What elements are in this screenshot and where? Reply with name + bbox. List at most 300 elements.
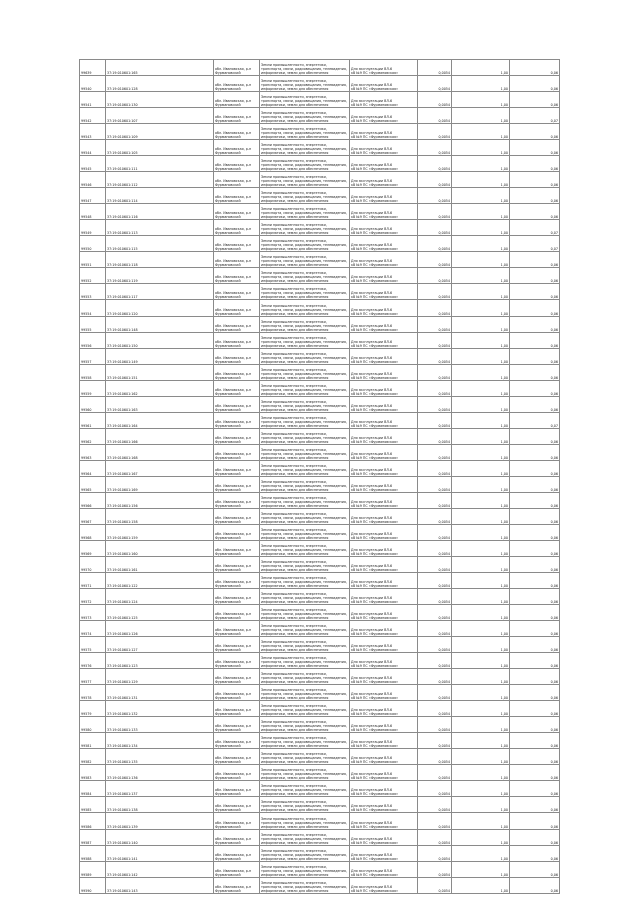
row-number-cell: 99544 xyxy=(80,140,106,156)
cadastral-number-cell: 37:19:010601:164 xyxy=(106,412,214,428)
value-cell: 0,06 xyxy=(510,653,560,669)
coefficient-cell: 1,00 xyxy=(452,236,510,252)
area-cell: 0,0054 xyxy=(418,60,452,76)
land-category-cell xyxy=(260,428,350,444)
area-cell: 0,0054 xyxy=(418,444,452,460)
land-category-cell xyxy=(260,573,350,589)
row-number-cell: 99565 xyxy=(80,476,106,492)
permitted-use-line: кВ №9 ПС «Фурмановская» xyxy=(351,423,399,428)
owner-line: Фурмановский xyxy=(215,632,241,637)
land-category-cell xyxy=(260,332,350,348)
owner-line: обл. Ивановская, р-н xyxy=(215,403,252,408)
owner-line: обл. Ивановская, р-н xyxy=(215,211,252,216)
cadastral-number-cell: 37:19:010601:166 xyxy=(106,428,214,444)
land-category-line: транспорта, связи, радиовещания, телевидения, xyxy=(261,836,347,841)
permitted-use-line: кВ №9 ПС «Фурмановская» xyxy=(351,471,399,476)
owner-cell xyxy=(214,364,260,380)
permitted-use-line: кВ №9 ПС «Фурмановская» xyxy=(351,279,399,284)
area-cell: 0,0054 xyxy=(418,140,452,156)
land-category-line: Земли промышленности, энергетики, xyxy=(261,832,327,837)
land-category-cell xyxy=(260,76,350,92)
land-category-line: информатики, земли для обеспечения xyxy=(261,856,329,861)
permitted-use-line: Для эксплуатации ВЛ-6 xyxy=(351,115,393,120)
owner-line: Фурмановский xyxy=(215,792,241,797)
owner-cell xyxy=(214,861,260,877)
value-cell: 0,06 xyxy=(510,589,560,605)
owner-line: обл. Ивановская, р-н xyxy=(215,852,252,857)
land-category-cell xyxy=(260,765,350,781)
value-cell: 0,06 xyxy=(510,845,560,861)
permitted-use-line: Для эксплуатации ВЛ-6 xyxy=(351,724,393,729)
cadastral-number-cell: 37:19:010601:134 xyxy=(106,733,214,749)
value-cell: 0,06 xyxy=(510,540,560,556)
land-category-line: транспорта, связи, радиовещания, телевидения, xyxy=(261,99,347,104)
coefficient-cell: 1,00 xyxy=(452,749,510,765)
land-category-cell xyxy=(260,685,350,701)
permitted-use-line: Для эксплуатации ВЛ-6 xyxy=(351,291,393,296)
table-row xyxy=(80,765,560,781)
permitted-use-cell xyxy=(350,508,418,524)
coefficient-cell: 1,00 xyxy=(452,332,510,348)
area-cell: 0,0054 xyxy=(418,332,452,348)
permitted-use-cell xyxy=(350,396,418,412)
permitted-use-cell xyxy=(350,861,418,877)
coefficient-cell: 1,00 xyxy=(452,573,510,589)
cadastral-number-cell: 37:19:010601:116 xyxy=(106,204,214,220)
land-category-line: Земли промышленности, энергетики, xyxy=(261,720,327,725)
permitted-use-line: кВ №9 ПС «Фурмановская» xyxy=(351,551,399,556)
land-category-line: транспорта, связи, радиовещания, телевидения, xyxy=(261,435,347,440)
table-row xyxy=(80,172,560,188)
owner-line: обл. Ивановская, р-н xyxy=(215,547,252,552)
cadastral-table xyxy=(79,59,560,894)
row-number-cell: 99567 xyxy=(80,508,106,524)
land-category-cell xyxy=(260,508,350,524)
land-category-cell xyxy=(260,188,350,204)
cadastral-number-cell: 37:19:010601:142 xyxy=(106,861,214,877)
owner-cell xyxy=(214,76,260,92)
row-number-cell: 99563 xyxy=(80,444,106,460)
permitted-use-cell xyxy=(350,124,418,140)
value-cell: 0,06 xyxy=(510,829,560,845)
row-number-cell: 99541 xyxy=(80,92,106,108)
value-cell: 0,06 xyxy=(510,749,560,765)
owner-line: обл. Ивановская, р-н xyxy=(215,692,252,697)
land-category-line: Земли промышленности, энергетики, xyxy=(261,672,327,677)
land-category-line: информатики, земли для обеспечения xyxy=(261,391,329,396)
owner-line: обл. Ивановская, р-н xyxy=(215,596,252,601)
row-number-cell: 99564 xyxy=(80,460,106,476)
cadastral-number-cell: 37:19:010601:149 xyxy=(106,348,214,364)
table-row xyxy=(80,204,560,220)
cadastral-number-cell: 37:19:010601:143 xyxy=(106,877,214,893)
owner-cell xyxy=(214,685,260,701)
permitted-use-cell xyxy=(350,300,418,316)
permitted-use-line: кВ №9 ПС «Фурмановская» xyxy=(351,888,399,893)
owner-cell xyxy=(214,669,260,685)
value-cell: 0,06 xyxy=(510,877,560,893)
area-cell: 0,0054 xyxy=(418,749,452,765)
coefficient-cell: 1,00 xyxy=(452,861,510,877)
permitted-use-line: Для эксплуатации ВЛ-6 xyxy=(351,403,393,408)
owner-line: обл. Ивановская, р-н xyxy=(215,243,252,248)
coefficient-cell: 1,00 xyxy=(452,76,510,92)
owner-line: обл. Ивановская, р-н xyxy=(215,451,252,456)
owner-line: Фурмановский xyxy=(215,840,241,845)
permitted-use-line: кВ №9 ПС «Фурмановская» xyxy=(351,215,399,220)
row-number-cell: 99566 xyxy=(80,492,106,508)
value-cell: 0,06 xyxy=(510,156,560,172)
permitted-use-cell xyxy=(350,829,418,845)
permitted-use-line: Для эксплуатации ВЛ-6 xyxy=(351,868,393,873)
cadastral-number-cell: 37:19:010601:113 xyxy=(106,220,214,236)
land-category-line: информатики, земли для обеспечения xyxy=(261,103,329,108)
coefficient-cell: 1,00 xyxy=(452,813,510,829)
owner-line: Фурмановский xyxy=(215,295,241,300)
row-number-cell: 99548 xyxy=(80,204,106,220)
owner-cell xyxy=(214,492,260,508)
cadastral-number-cell: 37:19:010601:120 xyxy=(106,300,214,316)
value-cell: 0,06 xyxy=(510,268,560,284)
row-number-cell: 99580 xyxy=(80,717,106,733)
land-category-line: Земли промышленности, энергетики, xyxy=(261,640,327,645)
land-category-line: информатики, земли для обеспечения xyxy=(261,792,329,797)
owner-cell xyxy=(214,813,260,829)
permitted-use-line: кВ №9 ПС «Фурмановская» xyxy=(351,71,399,76)
owner-cell xyxy=(214,412,260,428)
owner-cell xyxy=(214,220,260,236)
area-cell: 0,0054 xyxy=(418,573,452,589)
owner-line: Фурмановский xyxy=(215,776,241,781)
owner-line: Фурмановский xyxy=(215,600,241,605)
land-category-cell xyxy=(260,204,350,220)
owner-cell xyxy=(214,573,260,589)
value-cell: 0,07 xyxy=(510,108,560,124)
land-category-line: Земли промышленности, энергетики, xyxy=(261,527,327,532)
owner-line: Фурмановский xyxy=(215,808,241,813)
owner-line: обл. Ивановская, р-н xyxy=(215,275,252,280)
table-row xyxy=(80,460,560,476)
area-cell: 0,0054 xyxy=(418,92,452,108)
coefficient-cell: 1,00 xyxy=(452,492,510,508)
table-row xyxy=(80,797,560,813)
owner-line: Фурмановский xyxy=(215,391,241,396)
cadastral-number-cell: 37:19:010601:156 xyxy=(106,492,214,508)
permitted-use-cell xyxy=(350,540,418,556)
value-cell: 0,06 xyxy=(510,76,560,92)
land-category-cell xyxy=(260,476,350,492)
coefficient-cell: 1,00 xyxy=(452,396,510,412)
table-body xyxy=(80,60,560,894)
land-category-line: информатики, земли для обеспечения xyxy=(261,87,329,92)
land-category-cell xyxy=(260,220,350,236)
table-row xyxy=(80,156,560,172)
cadastral-number-cell: 37:19:010601:159 xyxy=(106,524,214,540)
table-row xyxy=(80,252,560,268)
land-category-line: Земли промышленности, энергетики, xyxy=(261,175,327,180)
land-category-line: Земли промышленности, энергетики, xyxy=(261,335,327,340)
coefficient-cell: 1,00 xyxy=(452,284,510,300)
row-number-cell: 99583 xyxy=(80,765,106,781)
permitted-use-cell xyxy=(350,428,418,444)
permitted-use-line: кВ №9 ПС «Фурмановская» xyxy=(351,375,399,380)
permitted-use-line: Для эксплуатации ВЛ-6 xyxy=(351,163,393,168)
value-cell: 0,06 xyxy=(510,172,560,188)
permitted-use-cell xyxy=(350,108,418,124)
owner-line: обл. Ивановская, р-н xyxy=(215,884,252,889)
permitted-use-line: Для эксплуатации ВЛ-6 xyxy=(351,820,393,825)
permitted-use-line: Для эксплуатации ВЛ-6 xyxy=(351,788,393,793)
permitted-use-line: кВ №9 ПС «Фурмановская» xyxy=(351,183,399,188)
owner-line: Фурмановский xyxy=(215,648,241,653)
permitted-use-line: Для эксплуатации ВЛ-6 xyxy=(351,147,393,152)
row-number-cell: 99570 xyxy=(80,556,106,572)
table-row xyxy=(80,380,560,396)
cadastral-number-cell: 37:19:010601:130 xyxy=(106,92,214,108)
row-number-cell: 99576 xyxy=(80,653,106,669)
owner-line: Фурмановский xyxy=(215,199,241,204)
value-cell: 0,06 xyxy=(510,188,560,204)
land-category-line: транспорта, связи, радиовещания, телевидения, xyxy=(261,772,347,777)
cadastral-number-cell: 37:19:010601:125 xyxy=(106,605,214,621)
land-category-line: транспорта, связи, радиовещания, телевидения, xyxy=(261,163,347,168)
coefficient-cell: 1,00 xyxy=(452,829,510,845)
cadastral-number-cell: 37:19:010601:128 xyxy=(106,76,214,92)
value-cell: 0,06 xyxy=(510,781,560,797)
permitted-use-line: Для эксплуатации ВЛ-6 xyxy=(351,243,393,248)
land-category-line: информатики, земли для обеспечения xyxy=(261,648,329,653)
owner-line: Фурмановский xyxy=(215,375,241,380)
cadastral-number-cell: 37:19:010601:136 xyxy=(106,765,214,781)
land-category-cell xyxy=(260,300,350,316)
owner-line: обл. Ивановская, р-н xyxy=(215,580,252,585)
owner-line: обл. Ивановская, р-н xyxy=(215,515,252,520)
owner-cell xyxy=(214,781,260,797)
cadastral-number-cell: 37:19:010601:158 xyxy=(106,508,214,524)
cadastral-number-cell: 37:19:010601:162 xyxy=(106,380,214,396)
land-category-line: транспорта, связи, радиовещания, телевидения, xyxy=(261,83,347,88)
owner-cell xyxy=(214,749,260,765)
table-row xyxy=(80,829,560,845)
value-cell: 0,06 xyxy=(510,813,560,829)
land-category-line: транспорта, связи, радиовещания, телевидения, xyxy=(261,547,347,552)
area-cell: 0,0054 xyxy=(418,685,452,701)
coefficient-cell: 1,00 xyxy=(452,765,510,781)
permitted-use-cell xyxy=(350,605,418,621)
cadastral-number-cell: 37:19:010601:148 xyxy=(106,316,214,332)
permitted-use-line: Для эксплуатации ВЛ-6 xyxy=(351,387,393,392)
value-cell: 0,06 xyxy=(510,476,560,492)
land-category-line: транспорта, связи, радиовещания, телевидения, xyxy=(261,115,347,120)
permitted-use-cell xyxy=(350,589,418,605)
owner-line: обл. Ивановская, р-н xyxy=(215,628,252,633)
owner-line: Фурмановский xyxy=(215,231,241,236)
value-cell: 0,06 xyxy=(510,444,560,460)
land-category-line: транспорта, связи, радиовещания, телевидения, xyxy=(261,868,347,873)
coefficient-cell: 1,00 xyxy=(452,364,510,380)
area-cell: 0,0054 xyxy=(418,492,452,508)
permitted-use-line: кВ №9 ПС «Фурмановская» xyxy=(351,407,399,412)
permitted-use-line: Для эксплуатации ВЛ-6 xyxy=(351,307,393,312)
value-cell: 0,06 xyxy=(510,701,560,717)
value-cell: 0,06 xyxy=(510,797,560,813)
permitted-use-line: кВ №9 ПС «Фурмановская» xyxy=(351,167,399,172)
permitted-use-cell xyxy=(350,188,418,204)
coefficient-cell: 1,00 xyxy=(452,653,510,669)
owner-line: обл. Ивановская, р-н xyxy=(215,419,252,424)
owner-line: Фурмановский xyxy=(215,712,241,717)
permitted-use-line: кВ №9 ПС «Фурмановская» xyxy=(351,616,399,621)
owner-cell xyxy=(214,637,260,653)
owner-line: Фурмановский xyxy=(215,872,241,877)
table-row xyxy=(80,508,560,524)
land-category-line: информатики, земли для обеспечения xyxy=(261,840,329,845)
permitted-use-line: Для эксплуатации ВЛ-6 xyxy=(351,83,393,88)
value-cell: 0,06 xyxy=(510,733,560,749)
land-category-line: транспорта, связи, радиовещания, телевидения, xyxy=(261,275,347,280)
permitted-use-line: кВ №9 ПС «Фурмановская» xyxy=(351,391,399,396)
permitted-use-line: Для эксплуатации ВЛ-6 xyxy=(351,419,393,424)
land-category-line: Земли промышленности, энергетики, xyxy=(261,592,327,597)
cadastral-number-cell: 37:19:010601:115 xyxy=(106,236,214,252)
coefficient-cell: 1,00 xyxy=(452,380,510,396)
land-category-line: Земли промышленности, энергетики, xyxy=(261,447,327,452)
land-category-line: транспорта, связи, радиовещания, телевидения, xyxy=(261,387,347,392)
land-category-line: информатики, земли для обеспечения xyxy=(261,311,329,316)
cadastral-number-cell: 37:19:010601:123 xyxy=(106,653,214,669)
permitted-use-line: кВ №9 ПС «Фурмановская» xyxy=(351,247,399,252)
permitted-use-line: кВ №9 ПС «Фурмановская» xyxy=(351,199,399,204)
land-category-line: транспорта, связи, радиовещания, телевидения, xyxy=(261,211,347,216)
cadastral-number-cell: 37:19:010601:137 xyxy=(106,781,214,797)
owner-cell xyxy=(214,92,260,108)
area-cell: 0,0054 xyxy=(418,204,452,220)
table-row xyxy=(80,589,560,605)
land-category-line: информатики, земли для обеспечения xyxy=(261,199,329,204)
owner-cell xyxy=(214,252,260,268)
table-row xyxy=(80,476,560,492)
land-category-line: транспорта, связи, радиовещания, телевидения, xyxy=(261,820,347,825)
land-category-line: информатики, земли для обеспечения xyxy=(261,503,329,508)
land-category-line: транспорта, связи, радиовещания, телевидения, xyxy=(261,467,347,472)
land-category-cell xyxy=(260,669,350,685)
owner-cell xyxy=(214,236,260,252)
land-category-line: Земли промышленности, энергетики, xyxy=(261,159,327,164)
owner-line: Фурмановский xyxy=(215,455,241,460)
land-category-line: Земли промышленности, энергетики, xyxy=(261,479,327,484)
row-number-cell: 99549 xyxy=(80,220,106,236)
area-cell: 0,0054 xyxy=(418,412,452,428)
cadastral-number-cell: 37:19:010601:150 xyxy=(106,332,214,348)
cadastral-number-cell: 37:19:010601:138 xyxy=(106,797,214,813)
owner-line: Фурмановский xyxy=(215,696,241,701)
permitted-use-line: кВ №9 ПС «Фурмановская» xyxy=(351,648,399,653)
land-category-line: Земли промышленности, энергетики, xyxy=(261,848,327,853)
coefficient-cell: 1,00 xyxy=(452,797,510,813)
coefficient-cell: 1,00 xyxy=(452,444,510,460)
permitted-use-cell xyxy=(350,364,418,380)
permitted-use-line: Для эксплуатации ВЛ-6 xyxy=(351,884,393,889)
permitted-use-cell xyxy=(350,685,418,701)
land-category-cell xyxy=(260,749,350,765)
area-cell: 0,0054 xyxy=(418,765,452,781)
owner-line: Фурмановский xyxy=(215,760,241,765)
cadastral-number-cell: 37:19:010601:132 xyxy=(106,701,214,717)
permitted-use-line: кВ №9 ПС «Фурмановская» xyxy=(351,792,399,797)
coefficient-cell: 1,00 xyxy=(452,845,510,861)
permitted-use-line: кВ №9 ПС «Фурмановская» xyxy=(351,439,399,444)
table-row xyxy=(80,444,560,460)
area-cell: 0,0054 xyxy=(418,669,452,685)
land-category-line: Земли промышленности, энергетики, xyxy=(261,239,327,244)
row-number-cell: 99543 xyxy=(80,124,106,140)
owner-cell xyxy=(214,556,260,572)
land-category-line: информатики, земли для обеспечения xyxy=(261,71,329,76)
land-category-line: информатики, земли для обеспечения xyxy=(261,600,329,605)
owner-cell xyxy=(214,460,260,476)
row-number-cell: 99551 xyxy=(80,252,106,268)
row-number-cell: 99540 xyxy=(80,76,106,92)
coefficient-cell: 1,00 xyxy=(452,140,510,156)
table-row xyxy=(80,749,560,765)
owner-cell xyxy=(214,877,260,893)
land-category-cell xyxy=(260,813,350,829)
owner-line: Фурмановский xyxy=(215,247,241,252)
land-category-cell xyxy=(260,108,350,124)
land-category-cell xyxy=(260,236,350,252)
area-cell: 0,0054 xyxy=(418,172,452,188)
row-number-cell: 99578 xyxy=(80,685,106,701)
land-category-cell xyxy=(260,396,350,412)
land-category-line: информатики, земли для обеспечения xyxy=(261,760,329,765)
owner-line: обл. Ивановская, р-н xyxy=(215,564,252,568)
land-category-line: информатики, земли для обеспечения xyxy=(261,776,329,781)
permitted-use-line: кВ №9 ПС «Фурмановская» xyxy=(351,311,399,316)
cadastral-number-cell: 37:19:010601:163 xyxy=(106,396,214,412)
area-cell: 0,0054 xyxy=(418,76,452,92)
row-number-cell: 99585 xyxy=(80,797,106,813)
land-category-line: транспорта, связи, радиовещания, телевидения, xyxy=(261,628,347,633)
cadastral-number-cell: 37:19:010601:165 xyxy=(106,60,214,76)
land-category-line: Земли промышленности, энергетики, xyxy=(261,415,327,420)
owner-line: Фурмановский xyxy=(215,183,241,188)
table-row xyxy=(80,348,560,364)
owner-cell xyxy=(214,733,260,749)
land-category-line: Земли промышленности, энергетики, xyxy=(261,784,327,789)
area-cell: 0,0054 xyxy=(418,460,452,476)
land-category-line: Земли промышленности, энергетики, xyxy=(261,560,327,564)
owner-line: Фурмановский xyxy=(215,343,241,348)
area-cell: 0,0054 xyxy=(418,124,452,140)
land-category-cell xyxy=(260,172,350,188)
document-page xyxy=(79,59,559,893)
coefficient-cell: 1,00 xyxy=(452,877,510,893)
land-category-line: Земли промышленности, энергетики, xyxy=(261,351,327,356)
coefficient-cell: 1,00 xyxy=(452,156,510,172)
land-category-line: транспорта, связи, радиовещания, телевидения, xyxy=(261,756,347,761)
land-category-line: Земли промышленности, энергетики, xyxy=(261,255,327,260)
land-category-line: транспорта, связи, радиовещания, телевидения, xyxy=(261,724,347,729)
permitted-use-cell xyxy=(350,476,418,492)
row-number-cell: 99562 xyxy=(80,428,106,444)
land-category-line: информатики, земли для обеспечения xyxy=(261,231,329,236)
area-cell: 0,0054 xyxy=(418,637,452,653)
value-cell: 0,06 xyxy=(510,348,560,364)
cadastral-number-cell: 37:19:010601:126 xyxy=(106,621,214,637)
value-cell: 0,06 xyxy=(510,508,560,524)
land-category-line: информатики, земли для обеспечения xyxy=(261,808,329,813)
owner-cell xyxy=(214,605,260,621)
